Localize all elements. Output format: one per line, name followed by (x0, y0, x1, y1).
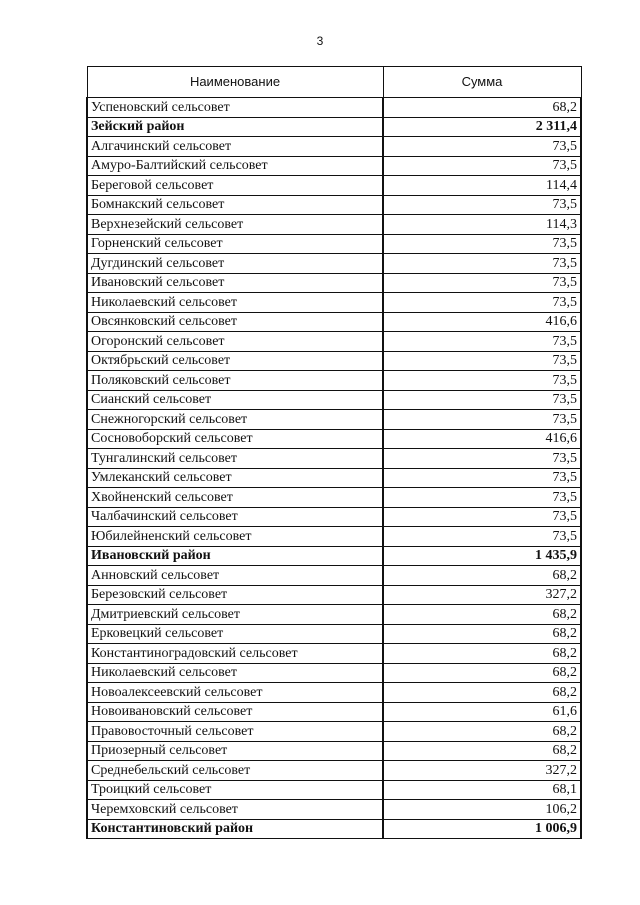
row-name: Успеновский сельсовет (87, 98, 383, 118)
row-name: Бомнакский сельсовет (87, 195, 383, 215)
row-sum: 73,5 (383, 254, 581, 274)
table-row (87, 683, 581, 703)
table-row (87, 332, 581, 352)
table-row (87, 156, 581, 176)
row-sum: 73,5 (383, 156, 581, 176)
row-sum: 416,6 (383, 312, 581, 332)
table-row (87, 488, 581, 508)
row-sum: 73,5 (383, 351, 581, 371)
table-row (87, 234, 581, 254)
row-sum: 416,6 (383, 429, 581, 449)
district-row (87, 819, 581, 839)
table-row (87, 371, 581, 391)
table-row (87, 429, 581, 449)
table-row (87, 390, 581, 410)
row-sum: 68,2 (383, 644, 581, 664)
row-sum: 1 006,9 (383, 819, 581, 839)
row-name: Черемховский сельсовет (87, 800, 383, 820)
row-name: Снежногорский сельсовет (87, 410, 383, 430)
row-name: Алгачинский сельсовет (87, 137, 383, 157)
budget-table (86, 66, 582, 839)
row-sum: 114,3 (383, 215, 581, 235)
row-sum: 327,2 (383, 761, 581, 781)
row-name: Николаевский сельсовет (87, 663, 383, 683)
row-sum: 73,5 (383, 527, 581, 547)
row-sum: 68,2 (383, 722, 581, 742)
table-row (87, 663, 581, 683)
district-row (87, 117, 581, 137)
row-name: Овсянковский сельсовет (87, 312, 383, 332)
row-name: Константиновский район (87, 819, 383, 839)
column-header-sum: Сумма (383, 67, 581, 98)
district-row (87, 546, 581, 566)
row-sum: 68,2 (383, 98, 581, 118)
row-sum: 73,5 (383, 195, 581, 215)
row-name: Верхнезейский сельсовет (87, 215, 383, 235)
row-sum: 73,5 (383, 234, 581, 254)
row-name: Огоронский сельсовет (87, 332, 383, 352)
row-sum: 327,2 (383, 585, 581, 605)
table-row (87, 624, 581, 644)
table-row (87, 195, 581, 215)
row-name: Новоивановский сельсовет (87, 702, 383, 722)
row-sum: 68,2 (383, 605, 581, 625)
row-sum: 73,5 (383, 332, 581, 352)
table-row (87, 468, 581, 488)
row-sum: 106,2 (383, 800, 581, 820)
row-name: Дугдинский сельсовет (87, 254, 383, 274)
row-name: Чалбачинский сельсовет (87, 507, 383, 527)
page-number: 3 (316, 34, 324, 48)
row-name: Зейский район (87, 117, 383, 137)
row-sum: 68,2 (383, 741, 581, 761)
row-name: Тунгалинский сельсовет (87, 449, 383, 469)
table-row (87, 293, 581, 313)
row-sum: 73,5 (383, 293, 581, 313)
table-row (87, 507, 581, 527)
row-name: Юбилейненский сельсовет (87, 527, 383, 547)
table-row (87, 137, 581, 157)
row-name: Береговой сельсовет (87, 176, 383, 196)
row-sum: 73,5 (383, 449, 581, 469)
row-name: Ивановский район (87, 546, 383, 566)
table-row (87, 585, 581, 605)
row-name: Правовосточный сельсовет (87, 722, 383, 742)
table-row (87, 741, 581, 761)
row-name: Анновский сельсовет (87, 566, 383, 586)
row-sum: 68,2 (383, 566, 581, 586)
table-row (87, 351, 581, 371)
row-name: Среднебельский сельсовет (87, 761, 383, 781)
row-name: Троицкий сельсовет (87, 780, 383, 800)
row-name: Горненский сельсовет (87, 234, 383, 254)
row-sum: 73,5 (383, 488, 581, 508)
row-name: Сосновоборский сельсовет (87, 429, 383, 449)
row-name: Хвойненский сельсовет (87, 488, 383, 508)
table-row (87, 449, 581, 469)
table-header-row (87, 67, 581, 98)
row-name: Дмитриевский сельсовет (87, 605, 383, 625)
column-header-name: Наименование (87, 67, 383, 98)
table-row (87, 410, 581, 430)
row-sum: 114,4 (383, 176, 581, 196)
table-row (87, 254, 581, 274)
row-sum: 73,5 (383, 468, 581, 488)
row-name: Сианский сельсовет (87, 390, 383, 410)
table-row (87, 761, 581, 781)
row-sum: 73,5 (383, 507, 581, 527)
row-sum: 73,5 (383, 410, 581, 430)
row-sum: 73,5 (383, 371, 581, 391)
row-sum: 73,5 (383, 273, 581, 293)
table-row (87, 780, 581, 800)
row-sum: 68,1 (383, 780, 581, 800)
row-name: Октябрьский сельсовет (87, 351, 383, 371)
row-name: Поляковский сельсовет (87, 371, 383, 391)
row-name: Константиноградовский сельсовет (87, 644, 383, 664)
row-name: Амуро-Балтийский сельсовет (87, 156, 383, 176)
table-row (87, 273, 581, 293)
table-row (87, 644, 581, 664)
row-sum: 68,2 (383, 683, 581, 703)
row-sum: 73,5 (383, 390, 581, 410)
table-row (87, 800, 581, 820)
table-row (87, 527, 581, 547)
table-row (87, 702, 581, 722)
table-row (87, 176, 581, 196)
row-name: Ерковецкий сельсовет (87, 624, 383, 644)
table-row (87, 605, 581, 625)
table-row (87, 98, 581, 118)
row-sum: 61,6 (383, 702, 581, 722)
table-row (87, 722, 581, 742)
table-row (87, 215, 581, 235)
row-sum: 1 435,9 (383, 546, 581, 566)
table-body (87, 98, 581, 839)
row-sum: 2 311,4 (383, 117, 581, 137)
row-name: Ивановский сельсовет (87, 273, 383, 293)
table-row (87, 566, 581, 586)
row-sum: 73,5 (383, 137, 581, 157)
table-row (87, 312, 581, 332)
row-name: Умлеканский сельсовет (87, 468, 383, 488)
row-name: Новоалексеевский сельсовет (87, 683, 383, 703)
row-name: Николаевский сельсовет (87, 293, 383, 313)
row-name: Березовский сельсовет (87, 585, 383, 605)
row-sum: 68,2 (383, 663, 581, 683)
row-sum: 68,2 (383, 624, 581, 644)
row-name: Приозерный сельсовет (87, 741, 383, 761)
